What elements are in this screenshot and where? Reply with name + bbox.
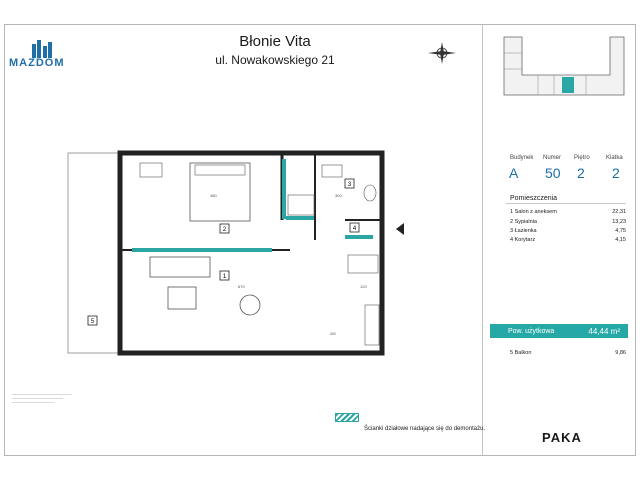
coffee-table	[168, 287, 196, 309]
balcony-row	[510, 350, 626, 356]
floor-value: 2	[577, 165, 585, 181]
project-address: ul. Nowakowskiego 21	[215, 53, 335, 67]
disclaimer-fine-print: ──────────────────────────── ──────────────────────── ────────────────────	[12, 392, 72, 404]
room-row-1	[510, 209, 626, 215]
removable-wall	[345, 235, 373, 239]
dining-table	[240, 295, 260, 315]
sofa	[150, 257, 210, 277]
wardrobe	[348, 255, 378, 273]
room-marker-3	[345, 179, 354, 188]
entrance-arrow-icon	[396, 223, 404, 235]
stairwell-header: Klatka	[606, 155, 623, 161]
usable-area-value: 44,44 m²	[588, 326, 620, 336]
bed	[190, 163, 250, 221]
removable-wall	[282, 159, 286, 219]
number-value: 50	[545, 165, 561, 181]
compass-icon	[428, 42, 456, 64]
dimension-label: 2M	[330, 331, 336, 336]
sink	[322, 165, 342, 177]
room-number: 4	[352, 226, 357, 232]
floor-header: Piętro	[574, 155, 590, 161]
stairwell-value: 2	[612, 165, 620, 181]
apartment-walls	[120, 153, 382, 353]
balcony-name: 5 Balkon	[510, 350, 532, 356]
room-name: 3 Łazienka	[510, 228, 537, 234]
dimension-label: 480	[210, 193, 217, 198]
removable-wall	[132, 248, 272, 252]
room-area: 4,75	[615, 228, 626, 234]
rooms-divider	[506, 203, 626, 204]
room-name: 4 Korytarz	[510, 237, 536, 243]
room-number: 2	[222, 227, 227, 233]
rooms-title: Pomieszczenia	[510, 195, 558, 202]
room-marker-1	[220, 271, 229, 280]
room-marker-2	[220, 224, 229, 233]
room-number: 5	[90, 319, 95, 325]
project-title: Błonie Vita	[239, 33, 311, 50]
usable-area-label: Pow. użytkowa	[508, 327, 555, 335]
building-value: A	[509, 165, 519, 181]
floor-plan	[60, 145, 420, 360]
room-row-3	[510, 228, 626, 234]
removable-wall	[286, 216, 314, 220]
logo-wordmark: MAZDOM	[9, 57, 65, 69]
room-name: 2 Sypialnia	[510, 219, 537, 225]
removable-wall-swatch	[335, 413, 359, 422]
room-marker-4	[350, 223, 359, 232]
room-row-2	[510, 219, 626, 225]
room-number: 3	[347, 182, 352, 188]
dimension-label: 670	[238, 284, 245, 289]
room-area: 22,31	[612, 209, 626, 215]
dimension-label: 120	[360, 284, 367, 289]
dimension-label: 300	[335, 193, 342, 198]
room-number: 1	[222, 274, 227, 280]
legend-text: Ścianki działowe nadające się do demontażu.	[364, 426, 486, 432]
kitchen-counter	[365, 305, 379, 345]
desk	[140, 163, 162, 177]
usable-area-bar	[490, 324, 628, 338]
room-area: 4,15	[615, 237, 626, 243]
bathtub	[288, 195, 314, 215]
developer-logo: PAKA	[542, 430, 582, 445]
building-header: Budynek	[510, 155, 534, 161]
room-name: 1 Salon z aneksem	[510, 209, 557, 215]
toilet	[364, 185, 376, 201]
key-plan	[490, 33, 632, 105]
balcony-area: 9,86	[615, 350, 626, 356]
room-marker-5	[88, 316, 97, 325]
room-area: 13,23	[612, 219, 626, 225]
room-row-4	[510, 237, 626, 243]
highlighted-unit	[562, 77, 574, 93]
number-header: Numer	[543, 155, 562, 161]
sheet-divider	[482, 24, 483, 456]
